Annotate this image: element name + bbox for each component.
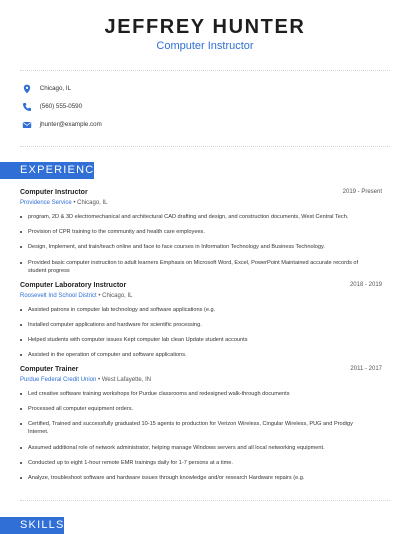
contact-email [22,119,102,131]
job-title: Computer Trainer [20,366,79,373]
employer-name: Purdue Federal Credit Union [20,377,97,383]
job-header [20,189,382,196]
contact-location [22,83,71,95]
section-header-skills: SKILLS [0,517,64,534]
phone-text: (560) 555-0590 [39,103,83,110]
job-employer: Purdue Federal Credit Union • West Lafayette, IN [20,377,152,383]
job-bullet: Design, Implement, and train/teach online and face to face courses in Information Technology and Business Technology. [28,243,373,251]
employer-name: Roosevelt Ind School District [20,293,97,299]
email-icon [22,120,32,130]
divider [20,70,390,71]
divider [20,146,390,147]
job-bullet: Provision of CPR training to the community and health care employees. [28,228,373,236]
job-dates: 2018 - 2019 [349,282,382,288]
email-text: jhunter@example.com [39,121,102,128]
job-header [20,282,382,289]
job-employer: Roosevelt Ind School District • Chicago, IL [20,293,133,299]
job-dates: 2019 - Present [342,189,382,195]
candidate-name: JEFFREY HUNTER [104,16,306,38]
divider [20,500,390,501]
job-bullet: Assisted in the operation of computer and software applications. [28,351,373,359]
job-bullet: Analyze, troubleshoot software and hardware issues through knowledge and/or research Hardware repairs (e.g. [28,474,373,482]
job-header [20,366,382,373]
job-bullet: Processed all computer equipment orders. [28,405,373,413]
job-bullet: Certified, Trained and successfully graduated 10-15 agents to production for Verizon Wireless, Cingular Wireless, PUG and Prodigy Internet. [28,420,373,436]
job-bullet: Installed computer applications and hardware for scientific processing. [28,321,373,329]
job-bullet: Assisted patrons in computer lab technology and software applications (e.g. [28,306,373,314]
job-bullet: Conducted up to eight 1-hour remote EMR trainings daily for 1-7 persons at a time. [28,459,373,467]
contact-phone [22,101,82,113]
job-title: Computer Laboratory Instructor [20,282,127,289]
job-title: Computer Instructor [20,189,88,196]
section-header-experience: EXPERIENCE [0,162,94,179]
job-bullet: Assumed additional role of network administrator, helping manage Windows servers and all local networking equipment. [28,444,373,452]
location-text: Chicago, IL [39,85,72,92]
job-bullet: Helped students with computer issues Kept computer lab clean Update student accounts [28,336,373,344]
employer-location: Chicago, IL [77,200,108,206]
job-bullet: Led creative software training workshops for Purdue classrooms and redesigned walk-through documents [28,390,373,398]
employer-location: West Lafayette, IN [101,377,152,383]
employer-name: Providence Service [20,200,72,206]
phone-icon [22,102,32,112]
job-employer: Providence Service • Chicago, IL [20,200,108,206]
job-bullet: program, 2D & 3D electromechanical and architectural CAD drafting and design, and construction documents, West Central Tech. [28,213,373,221]
location-pin-icon [22,84,32,94]
candidate-title: Computer Instructor [156,40,254,52]
job-bullet: Provided basic computer instruction to adult learners Emphasis on Microsoft Word, Excel, PowerPoint Maintained accurate records of student progress [28,259,373,275]
employer-location: Chicago, IL [102,293,133,299]
job-dates: 2011 - 2017 [350,366,382,372]
